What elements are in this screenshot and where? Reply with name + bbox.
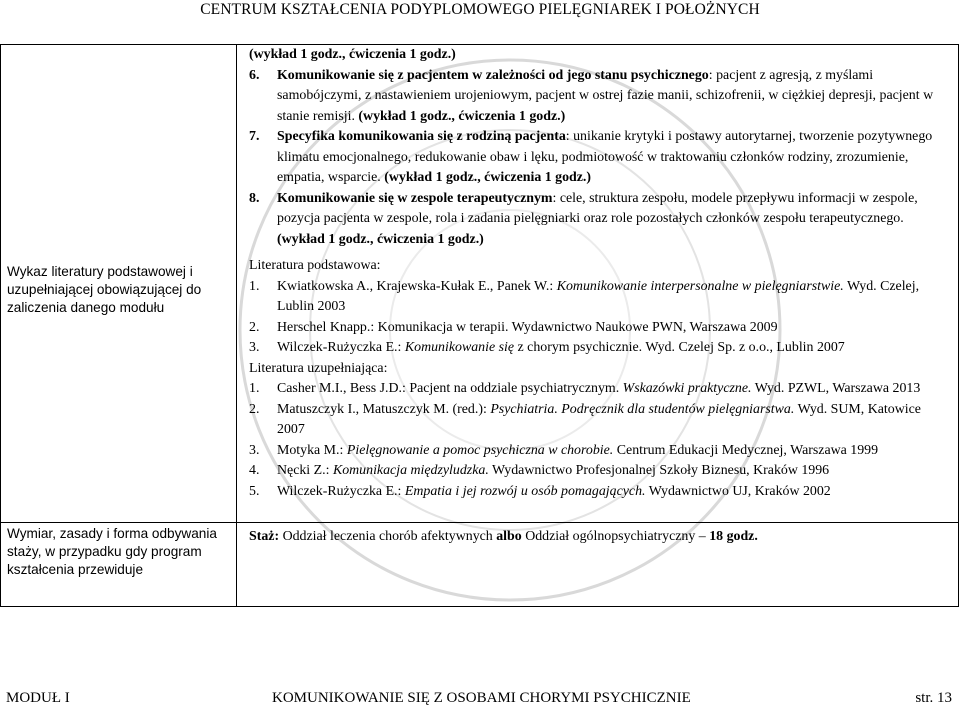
topic-item: 6. Komunikowanie się z pacjentem w zależności od jego stanu psychicznego: pacjent z agresją, z myślami samobójczymi, z nastawieniem urojeniowym, pacjent w ostrej fazie manii, schizofrenii, w ciężkiej depresji, pacjent w stanie remisji. (wykład 1 godz., ćwiczenia 1 godz.) [249,67,934,124]
top-hours: (wykład 1 godz., ćwiczenia 1 godz.) [249,47,456,62]
literature-item: 1. Kwiatkowska A., Krajewska-Kułak E., Panek W.: Komunikowanie interpersonalne w pielęgniarstwie. Wyd. Czelej, Lublin 2003 [249,278,920,314]
literature-item: 2. Matuszczyk I., Matuszczyk M. (red.): Psychiatria. Podręcznik dla studentów pielęgniarstwa. Wyd. SUM, Katowice 2007 [249,401,921,437]
literature-item: 4. Nęcki Z.: Komunikacja międzyludzka. Wydawnictwo Profesjonalnej Szkoły Biznesu, Kraków 1996 [249,463,830,478]
document-footer [0,688,960,708]
internship-label-cell [1,523,237,607]
literature-item: 3. Wilczek-Rużyczka E.: Komunikowanie się z chorym psychicznie. Wyd. Czelej Sp. z o.o., Lublin 2007 [249,340,845,355]
footer-module: MODUŁ I [6,690,70,706]
document-header [0,0,960,22]
header-title: CENTRUM KSZTAŁCENIA PODYPLOMOWEGO PIELĘGNIAREK I POŁOŻNYCH [200,1,760,18]
internship-label: Wymiar, zasady i forma odbywania staży, w przypadku gdy program kształcenia przewiduje [7,526,217,577]
footer-page-number: str. 13 [915,690,952,706]
basic-literature-heading: Literatura podstawowa: [249,258,381,273]
topic-item: 8. Komunikowanie się w zespole terapeutycznym: cele, struktura zespołu, modele przepływu informacji w zespole, pozycja pacjenta w zespole, rola i zadania pielęgniarki oraz role pozostałych członków zespołu terapeutycznego. (wykład 1 godz., ćwiczenia 1 godz.) [249,190,918,247]
literature-label: Wykaz literatury podstawowej i uzupełniającej obowiązującej do zaliczenia danego modułu [7,264,202,315]
module-table [0,44,959,607]
literature-label-cell [1,45,237,523]
literature-item: 3. Motyka M.: Pielęgnowanie a pomoc psychiczna w chorobie. Centrum Edukacji Medycznej, Warszawa 1999 [249,442,879,458]
topic-item: 7. Specyfika komunikowania się z rodziną pacjenta: unikanie krytyki i postawy autorytarnej, tworzenie pozytywnego klimatu emocjonalnego, redukowanie obaw i lęku, podmiotowość w traktowaniu członków rodziny, zrozumienie, empatia, wsparcie. (wykład 1 godz., ćwiczenia 1 godz.) [249,129,933,185]
content-cell [237,45,959,523]
supplementary-literature-heading: Literatura uzupełniająca: [249,360,388,376]
literature-item: 5. Wilczek-Rużyczka E.: Empatia i jej rozwój u osób pomagających. Wydawnictwo UJ, Kraków 2002 [249,483,831,499]
literature-item: 1. Casher M.I., Bess J.D.: Pacjent na oddziale psychiatrycznym. Wskazówki praktyczne. Wyd. PZWL, Warszawa 2013 [249,381,921,396]
literature-item: 2. Herschel Knapp.: Komunikacja w terapii. Wydawnictwo Naukowe PWN, Warszawa 2009 [249,319,778,335]
footer-title: KOMUNIKOWANIE SIĘ Z OSOBAMI CHORYMI PSYCHICZNIE [272,690,691,706]
internship-cell [237,523,959,607]
internship-text: Staż: Oddział leczenia chorób afektywnych albo Oddział ogólnopsychiatryczny – 18 godz. [249,529,758,544]
